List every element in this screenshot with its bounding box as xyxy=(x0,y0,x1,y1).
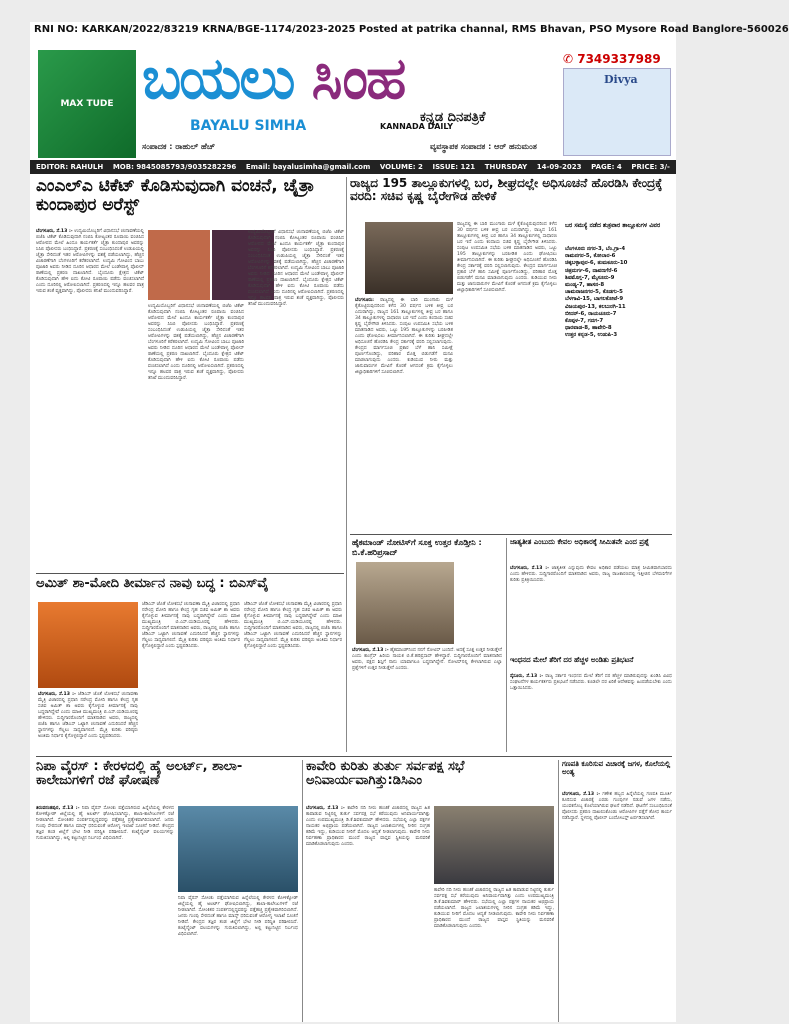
editor-kannada: ಸಂಪಾದಕ : ರಾಹುಲ್ ಹೆಚ್ xyxy=(142,142,215,151)
phone-icon: ✆ xyxy=(563,52,578,66)
info-page: PAGE: 4 xyxy=(591,163,622,171)
article-a7-body-col2: ನಿಪಾ ವೈರಸ್ ಸೋಂಕು ಪತ್ತೆಯಾಗಿರುವ ಹಿನ್ನೆಲೆಯಲ್ಲಿ ಕೇರಳದ ಕೋಳಿಕ್ಕೋಡ್ ಜಿಲ್ಲೆಯಲ್ಲಿ ಹೈ ಅಲರ್ಟ್ ಘೋಷಿಸಲಾಗಿದ್ದು, ಶಾಲಾ-ಕಾಲೇಜುಗಳಿಗೆ ರಜೆ ನೀಡಲಾಗಿದೆ. ಸೋಂಕಿತರ ಸಂಪರ್ಕದಲ್ಲಿದ್ದವರನ್ನು ಪತ್ತೆಹಚ್ಚಿ ಪ್ರತ್ಯೇಕವಾಗಿರಿಸಲಾಗಿದೆ. ಜನರು ಗುಂಪು ಸೇರದಂತೆ ಹಾಗೂ ಮಾಸ್ಕ್ ಧರಿಸುವಂತೆ ಆರೋಗ್ಯ ಇಲಾಖೆ ಸೂಚನೆ ನೀಡಿದೆ. ಕೇಂದ್ರದ ತಜ್ಞರ ತಂಡ ಜಿಲ್ಲೆಗೆ ಭೇಟಿ ನೀಡಿ ಪರಿಸ್ಥಿತಿ ಪರಿಶೀಲಿಸಿದೆ. ಕಂಟೈನ್ಮೆಂಟ್ ವಲಯಗಳನ್ನು ಗುರುತಿಸಲಾಗಿದ್ದು, ಅಲ್ಲಿ ಕಟ್ಟುನಿಟ್ಟಿನ ನಿರ್ಬಂಧ ವಿಧಿಸಲಾಗಿದೆ. xyxy=(178,896,298,937)
column-divider xyxy=(506,538,507,752)
article-a6-body xyxy=(510,674,672,752)
article-a3-text: ಜೆಡಿಎಸ್ ಜೊತೆ ಲೋಕಸಭೆ ಚುನಾವಣಾ ಮೈತ್ರಿ ವಿಚಾರದಲ್ಲಿ ಪ್ರಧಾನಿ ನರೇಂದ್ರ ಮೋದಿ ಹಾಗೂ ಕೇಂದ್ರ ಗೃಹ ಸಚಿವ ಅಮಿತ್ ಶಾ ಅವರು ಕೈಗೊಳ್ಳುವ ತೀರ್ಮಾನಕ್ಕೆ ನಾವು ಬದ್ಧರಾಗಿದ್ದೇವೆ ಎಂದು ಮಾಜಿ ಮುಖ್ಯಮಂತ್ರಿ ಬಿ.ಎಸ್.ಯಡಿಯೂರಪ್ಪ ಹೇಳಿದರು. ಸುದ್ದಿಗಾರರೊಂದಿಗೆ ಮಾತನಾಡಿದ ಅವರು, ರಾಜ್ಯದಲ್ಲಿ ಬಿಜೆಪಿ ಹಾಗೂ ಜೆಡಿಎಸ್ ಒಟ್ಟಾಗಿ ಚುನಾವಣೆ ಎದುರಿಸಿದರೆ ಹೆಚ್ಚಿನ ಸ್ಥಾನಗಳನ್ನು ಗೆಲ್ಲಲು ಸಾಧ್ಯವಾಗಲಿದೆ. ಮೈತ್ರಿ ಕುರಿತು ವರಿಷ್ಠರು ಅಂತಿಮ ನಿರ್ಧಾರ ಕೈಗೊಳ್ಳಲಿದ್ದಾರೆ ಎಂದು ಸ್ಪಷ್ಟಪಡಿಸಿದರು. xyxy=(38,692,138,739)
sidebar-item: ಚಿಕ್ಕಬಳ್ಳಾಪುರ-6, ತುಮಕೂರು-10 xyxy=(565,260,628,267)
article-a7-body xyxy=(36,806,174,1020)
registration-line: RNI NO: KARKAN/2022/83219 KRNA/BGE-1174/2023-2025 Posted at patrika channal, RMS Bhavan, PSO Mysore Road Banglore-560026 xyxy=(34,24,789,35)
column-divider xyxy=(346,177,347,752)
masthead-daily-label: KANNADA DAILY xyxy=(380,122,454,131)
masthead-title-part1: ಬಯಲು xyxy=(142,44,294,112)
info-volume: VOLUME: 2 xyxy=(379,163,423,171)
masthead-english-title: BAYALU SIMHA xyxy=(190,118,307,134)
sidebar-item: ಶಿವಮೊಗ್ಗ-7, ಮೈಸೂರು-9 xyxy=(565,274,615,281)
advertisement-right-brand: Divya xyxy=(604,73,638,86)
article-a8-byline: ಬೆಂಗಳೂರು, ಸೆ.13 :- xyxy=(306,806,345,811)
article-a2-body xyxy=(355,298,453,532)
info-price: PRICE: 3/- xyxy=(631,163,670,171)
article-a5-byline: ಬೆಂಗಳೂರು, ಸೆ.13 :- xyxy=(510,566,549,571)
article-a9-byline: ಬೆಂಗಳೂರು, ಸೆ.13 :- xyxy=(562,792,601,797)
photo-a3 xyxy=(38,602,138,688)
article-a4-byline: ಬೆಂಗಳೂರು, ಸೆ.13 :- xyxy=(352,648,389,653)
sidebar-item: ಉತ್ತರ ಕನ್ನಡ-5, ಉಡುಪಿ-3 xyxy=(565,332,618,339)
headline-a4: ಹೈಕಮಾಂಡ್ ನೋಟಿಸ್‌ಗೆ ಸೂಕ್ತ ಉತ್ತರ ಕೊಡ್ತೀನಿ : ಬಿ.ಕೆ.ಹರಿಪ್ರಸಾದ್ xyxy=(352,538,482,557)
sidebar-item: ಚಾಮರಾಜನಗರ-5, ಕೊಡಗು-5 xyxy=(565,289,623,296)
info-issue: ISSUE: 121 xyxy=(432,163,476,171)
headline-a6: ಇಂಧನದ ಮೇಲೆ ತೆರಿಗೆ ದರ ಹೆಚ್ಚಳ ಅಂಡಿತು ಪ್ರತಿಭಟನೆ xyxy=(510,656,634,664)
photo-a4 xyxy=(356,562,454,644)
photo-a2 xyxy=(365,222,453,294)
article-a7-text: ನಿಪಾ ವೈರಸ್ ಸೋಂಕು ಪತ್ತೆಯಾಗಿರುವ ಹಿನ್ನೆಲೆಯಲ್ಲಿ ಕೇರಳದ ಕೋಳಿಕ್ಕೋಡ್ ಜಿಲ್ಲೆಯಲ್ಲಿ ಹೈ ಅಲರ್ಟ್ ಘೋಷಿಸಲಾಗಿದ್ದು, ಶಾಲಾ-ಕಾಲೇಜುಗಳಿಗೆ ರಜೆ ನೀಡಲಾಗಿದೆ. ಸೋಂಕಿತರ ಸಂಪರ್ಕದಲ್ಲಿದ್ದವರನ್ನು ಪತ್ತೆಹಚ್ಚಿ ಪ್ರತ್ಯೇಕವಾಗಿರಿಸಲಾಗಿದೆ. ಜನರು ಗುಂಪು ಸೇರದಂತೆ ಹಾಗೂ ಮಾಸ್ಕ್ ಧರಿಸುವಂತೆ ಆರೋಗ್ಯ ಇಲಾಖೆ ಸೂಚನೆ ನೀಡಿದೆ. ಕೇಂದ್ರದ ತಜ್ಞರ ತಂಡ ಜಿಲ್ಲೆಗೆ ಭೇಟಿ ನೀಡಿ ಪರಿಸ್ಥಿತಿ ಪರಿಶೀಲಿಸಿದೆ. ಕಂಟೈನ್ಮೆಂಟ್ ವಲಯಗಳನ್ನು ಗುರುತಿಸಲಾಗಿದ್ದು, ಅಲ್ಲಿ ಕಟ್ಟುನಿಟ್ಟಿನ ನಿರ್ಬಂಧ ವಿಧಿಸಲಾಗಿದೆ. xyxy=(36,806,174,841)
article-a9-body xyxy=(562,792,672,1020)
headline-a7: ನಿಪಾ ವೈರಸ್ : ಕೇರಳದಲ್ಲಿ ಹೈ ಅಲರ್ಟ್, ಶಾಲಾ-ಕಾಲೇಜುಗಳಿಗೆ ರಜೆ ಘೋಷಣೆ xyxy=(36,759,243,789)
sidebar-title: ಬರ ಸಮಸ್ಯೆ ನಡೆದ ಶುಕ್ರವಾರ ತಾಲ್ಲೂಕುಗಳ ವಿವರ xyxy=(565,222,661,229)
article-a3-body xyxy=(38,692,138,752)
article-a4-body xyxy=(352,648,502,752)
article-a6-byline: ಸೈಸೂರು, ಸೆ.13 :- xyxy=(510,674,544,679)
article-a5-body xyxy=(510,566,672,652)
article-a2-byline: ಬೆಂಗಳೂರು: xyxy=(355,298,374,303)
headline-a2: ರಾಜ್ಯದ 195 ತಾಲ್ಲೂಕುಗಳಲ್ಲಿ ಬರ, ಶೀಘ್ರದಲ್ಲೇ ಅಧಿಸೂಚನೆ ಹೊರಡಿಸಿ ಕೇಂದ್ರಕ್ಕೆ ವರದಿ: ಸಚಿವ ಕೃಷ್ಣ ಬೈರೇಗೌಡ ಹೇಳಿಕೆ xyxy=(350,176,663,204)
masthead-title-part2: ಸಿಂಹ xyxy=(311,44,405,112)
article-a1-body-col2: ಉದ್ಯಮಿಯೊಬ್ಬರಿಗೆ ವಿಧಾನಸಭೆ ಚುನಾವಣೆಯಲ್ಲಿ ಬಿಜೆಪಿ ಟಿಕೆಟ್ ಕೊಡಿಸುವುದಾಗಿ ನಂಬಿಸಿ ಕೋಟ್ಯಂತರ ರೂಪಾಯಿ ವಂಚಿಸಿದ ಆರೋಪದ ಮೇಲೆ ಹಿಂದೂ ಕಾರ್ಯಕರ್ತೆ ಚೈತ್ರಾ ಕುಂದಾಪುರ ಅವರನ್ನು ಸಿಸಿಬಿ ಪೊಲೀಸರು ಬಂಧಿಸಿದ್ದಾರೆ. ಪ್ರಕರಣಕ್ಕೆ ಸಂಬಂಧಿಸಿದಂತೆ ಉಡುಪಿಯಲ್ಲಿ ಚೈತ್ರಾ ಸೇರಿದಂತೆ ಇತರ ಆರೋಪಿಗಳನ್ನು ವಶಕ್ಕೆ ಪಡೆಯಲಾಗಿದ್ದು, ಹೆಚ್ಚಿನ ವಿಚಾರಣೆಗಾಗಿ ಬೆಂಗಳೂರಿಗೆ ಕರೆತರಲಾಗಿದೆ. ಉದ್ಯಮಿ ಗೋವಿಂದ ಬಾಬು ಪೂಜಾರಿ ಅವರು ನೀಡಿದ ದೂರಿನ ಆಧಾರದ ಮೇಲೆ ಬಂಡೇಪಾಳ್ಯ ಪೊಲೀಸ್ ಠಾಣೆಯಲ್ಲಿ ಪ್ರಕರಣ ದಾಖಲಾಗಿದೆ. ಬೈಂದೂರು ಕ್ಷೇತ್ರದ ಟಿಕೆಟ್ ಕೊಡಿಸುವುದಾಗಿ ಹೇಳಿ ಐದು ಕೋಟಿ ರೂಪಾಯಿ ಪಡೆದು ವಂಚಿಸಲಾಗಿದೆ ಎಂದು ದೂರಿನಲ್ಲಿ ಆರೋಪಿಸಲಾಗಿದೆ. ಪ್ರಕರಣದಲ್ಲಿ ಇನ್ನೂ ಹಲವರ ಪಾತ್ರ ಇರುವ ಶಂಕೆ ವ್ಯಕ್ತವಾಗಿದ್ದು, ಪೊಲೀಸರು ತನಿಖೆ ಮುಂದುವರಿಸಿದ್ದಾರೆ. xyxy=(148,304,244,381)
section-divider xyxy=(350,534,672,535)
article-a2-body-col2: ರಾಜ್ಯದಲ್ಲಿ ಈ ಬಾರಿ ಮುಂಗಾರು ಮಳೆ ಕೈಕೊಟ್ಟಿರುವುದರಿಂದ ಕಳೆದ 30 ವರ್ಷದ ಬಳಿಕ ತೀವ್ರ ಬರ ಎದುರಾಗಿದ್ದು, ರಾಜ್ಯದ 161 ತಾಲ್ಲೂಕುಗಳಲ್ಲಿ ತೀವ್ರ ಬರ ಹಾಗೂ 34 ತಾಲ್ಲೂಕುಗಳಲ್ಲಿ ಸಾಧಾರಣ ಬರ ಇದೆ ಎಂದು ಕಂದಾಯ ಸಚಿವ ಕೃಷ್ಣ ಬೈರೇಗೌಡ ತಿಳಿಸಿದರು. ಸಂಪುಟ ಉಪಸಮಿತಿ ಸಭೆಯ ಬಳಿಕ ಮಾತನಾಡಿದ ಅವರು, ಒಟ್ಟು 195 ತಾಲ್ಲೂಕುಗಳನ್ನು ಬರಪೀಡಿತ ಎಂದು ಘೋಷಿಸಲು ತೀರ್ಮಾನಿಸಲಾಗಿದೆ. ಈ ಕುರಿತು ಶೀಘ್ರದಲ್ಲೇ ಅಧಿಸೂಚನೆ ಹೊರಡಿಸಿ ಕೇಂದ್ರ ಸರ್ಕಾರಕ್ಕೆ ವರದಿ ಸಲ್ಲಿಸಲಾಗುವುದು. ಕೇಂದ್ರದ ಮಾರ್ಗಸೂಚಿ ಪ್ರಕಾರ ಬೆಳೆ ಹಾನಿ ಸಮೀಕ್ಷೆ ಪೂರ್ಣಗೊಂಡಿದ್ದು, ಪರಿಹಾರ ಮೊತ್ತ ಬಿಡುಗಡೆಗೆ ಮನವಿ ಮಾಡಲಾಗುವುದು ಎಂದರು. ಕುಡಿಯುವ ನೀರು ಮತ್ತು ಜಾನುವಾರುಗಳ ಮೇವಿಗೆ ಕೊರತೆ ಆಗದಂತೆ ಕ್ರಮ ಕೈಗೊಳ್ಳಲು ಜಿಲ್ಲಾಧಿಕಾರಿಗಳಿಗೆ ಸೂಚಿಸಲಾಗಿದೆ. xyxy=(457,222,557,293)
info-mobile: MOB: 9845085793/9035282296 xyxy=(112,163,237,171)
sidebar-item: ಮಂಡ್ಯ-7, ಹಾಸನ-8 xyxy=(565,282,605,289)
sidebar-item: ಕೊಪ್ಪಳ-7, ಗದಗ-7 xyxy=(565,318,604,325)
photo-a8 xyxy=(434,806,554,884)
photo-a1-left xyxy=(148,230,210,300)
article-a1-body xyxy=(36,229,144,569)
article-a3-body-col3: ಜೆಡಿಎಸ್ ಜೊತೆ ಲೋಕಸಭೆ ಚುನಾವಣಾ ಮೈತ್ರಿ ವಿಚಾರದಲ್ಲಿ ಪ್ರಧಾನಿ ನರೇಂದ್ರ ಮೋದಿ ಹಾಗೂ ಕೇಂದ್ರ ಗೃಹ ಸಚಿವ ಅಮಿತ್ ಶಾ ಅವರು ಕೈಗೊಳ್ಳುವ ತೀರ್ಮಾನಕ್ಕೆ ನಾವು ಬದ್ಧರಾಗಿದ್ದೇವೆ ಎಂದು ಮಾಜಿ ಮುಖ್ಯಮಂತ್ರಿ ಬಿ.ಎಸ್.ಯಡಿಯೂರಪ್ಪ ಹೇಳಿದರು. ಸುದ್ದಿಗಾರರೊಂದಿಗೆ ಮಾತನಾಡಿದ ಅವರು, ರಾಜ್ಯದಲ್ಲಿ ಬಿಜೆಪಿ ಹಾಗೂ ಜೆಡಿಎಸ್ ಒಟ್ಟಾಗಿ ಚುನಾವಣೆ ಎದುರಿಸಿದರೆ ಹೆಚ್ಚಿನ ಸ್ಥಾನಗಳನ್ನು ಗೆಲ್ಲಲು ಸಾಧ್ಯವಾಗಲಿದೆ. ಮೈತ್ರಿ ಕುರಿತು ವರಿಷ್ಠರು ಅಂತಿಮ ನಿರ್ಧಾರ ಕೈಗೊಳ್ಳಲಿದ್ದಾರೆ ಎಂದು ಸ್ಪಷ್ಟಪಡಿಸಿದರು. xyxy=(244,602,342,649)
article-a2-text: ರಾಜ್ಯದಲ್ಲಿ ಈ ಬಾರಿ ಮುಂಗಾರು ಮಳೆ ಕೈಕೊಟ್ಟಿರುವುದರಿಂದ ಕಳೆದ 30 ವರ್ಷದ ಬಳಿಕ ತೀವ್ರ ಬರ ಎದುರಾಗಿದ್ದು, ರಾಜ್ಯದ 161 ತಾಲ್ಲೂಕುಗಳಲ್ಲಿ ತೀವ್ರ ಬರ ಹಾಗೂ 34 ತಾಲ್ಲೂಕುಗಳಲ್ಲಿ ಸಾಧಾರಣ ಬರ ಇದೆ ಎಂದು ಕಂದಾಯ ಸಚಿವ ಕೃಷ್ಣ ಬೈರೇಗೌಡ ತಿಳಿಸಿದರು. ಸಂಪುಟ ಉಪಸಮಿತಿ ಸಭೆಯ ಬಳಿಕ ಮಾತನಾಡಿದ ಅವರು, ಒಟ್ಟು 195 ತಾಲ್ಲೂಕುಗಳನ್ನು ಬರಪೀಡಿತ ಎಂದು ಘೋಷಿಸಲು ತೀರ್ಮಾನಿಸಲಾಗಿದೆ. ಈ ಕುರಿತು ಶೀಘ್ರದಲ್ಲೇ ಅಧಿಸೂಚನೆ ಹೊರಡಿಸಿ ಕೇಂದ್ರ ಸರ್ಕಾರಕ್ಕೆ ವರದಿ ಸಲ್ಲಿಸಲಾಗುವುದು. ಕೇಂದ್ರದ ಮಾರ್ಗಸೂಚಿ ಪ್ರಕಾರ ಬೆಳೆ ಹಾನಿ ಸಮೀಕ್ಷೆ ಪೂರ್ಣಗೊಂಡಿದ್ದು, ಪರಿಹಾರ ಮೊತ್ತ ಬಿಡುಗಡೆಗೆ ಮನವಿ ಮಾಡಲಾಗುವುದು ಎಂದರು. ಕುಡಿಯುವ ನೀರು ಮತ್ತು ಜಾನುವಾರುಗಳ ಮೇವಿಗೆ ಕೊರತೆ ಆಗದಂತೆ ಕ್ರಮ ಕೈಗೊಳ್ಳಲು ಜಿಲ್ಲಾಧಿಕಾರಿಗಳಿಗೆ ಸೂಚಿಸಲಾಗಿದೆ. xyxy=(355,298,453,375)
advertisement-left xyxy=(38,50,136,158)
article-a4-text: ಹೈಕಮಾಂಡ್‌ನಿಂದ ನನಗೆ ನೋಟಿಸ್ ಬಂದಿದೆ. ಅದಕ್ಕೆ ಸೂಕ್ತ ಉತ್ತರ ನೀಡುತ್ತೇನೆ ಎಂದು ಕಾಂಗ್ರೆಸ್ ಹಿರಿಯ ನಾಯಕ ಬಿ.ಕೆ.ಹರಿಪ್ರಸಾದ್ ಹೇಳಿದ್ದಾರೆ. ಸುದ್ದಿಗಾರರೊಂದಿಗೆ ಮಾತನಾಡಿದ ಅವರು, ಪಕ್ಷದ ಶಿಸ್ತಿಗೆ ನಾನು ಯಾವಾಗಲೂ ಬದ್ಧನಾಗಿದ್ದೇನೆ. ನೋಟಿಸ್‌ನಲ್ಲಿ ಕೇಳಲಾಗಿರುವ ಎಲ್ಲಾ ಪ್ರಶ್ನೆಗಳಿಗೆ ಉತ್ತರ ನೀಡುತ್ತೇನೆ ಎಂದರು. xyxy=(352,648,502,671)
section-divider xyxy=(36,756,672,757)
sidebar-item: ಧಾರವಾಡ-8, ಹಾವೇರಿ-8 xyxy=(565,325,612,332)
article-a9-text: ಗಣೇಶ ಹಬ್ಬದ ಹಿನ್ನೆಲೆಯಲ್ಲಿ ಗಣಪತಿ ಮೂರ್ತಿ ಕೂರಿಸುವ ವಿಚಾರಕ್ಕೆ ಎರಡು ಗುಂಪುಗಳ ನಡುವೆ ಜಗಳ ನಡೆದು, ಯುವಕನೊಬ್ಬ ಕೊಲೆಯಾಗಿರುವ ಘಟನೆ ನಡೆದಿದೆ. ಘಟನೆಗೆ ಸಂಬಂಧಿಸಿದಂತೆ ಪೊಲೀಸರು ಪ್ರಕರಣ ದಾಖಲಿಸಿಕೊಂಡು ಆರೋಪಿಗಳ ಪತ್ತೆಗೆ ಶೋಧ ಕಾರ್ಯ ನಡೆಸಿದ್ದಾರೆ. ಸ್ಥಳದಲ್ಲಿ ಪೊಲೀಸ್ ಬಂದೋಬಸ್ತ್ ಏರ್ಪಡಿಸಲಾಗಿದೆ. xyxy=(562,792,672,821)
info-editor: EDITOR: RAHULH xyxy=(36,163,104,171)
headline-a1: ಎಂಎಲ್‌ಎ ಟಿಕೆಟ್ ಕೊಡಿಸುವುದಾಗಿ ವಂಚನೆ, ಚೈತ್ರಾ ಕುಂದಾಪುರ ಅರೆಸ್ಟ್ xyxy=(36,176,315,215)
sidebar-item: ಬೆಳಗಾವಿ-15, ಬಾಗಲಕೋಟೆ-9 xyxy=(565,296,624,303)
article-a5-text: ಜಾತ್ಯತೀತ ಎನ್ನುವುದು ಕೇವಲ ಅಧಿಕಾರ ಪಡೆಯಲು ಮಾತ್ರ ಸೀಮಿತವಾಗಬಾರದು ಎಂದು ಹೇಳಿದರು. ಸುದ್ದಿಗಾರರೊಂದಿಗೆ ಮಾತನಾಡಿದ ಅವರು, ರಾಜ್ಯ ರಾಜಕಾರಣದಲ್ಲಿ ಇತ್ತೀಚಿನ ಬೆಳವಣಿಗೆಗಳ ಕುರಿತು ಪ್ರತಿಕ್ರಿಯಿಸಿದರು. xyxy=(510,566,673,583)
advertisement-brand: MAX TUDE xyxy=(60,99,114,109)
info-bar xyxy=(30,160,676,174)
section-divider xyxy=(36,573,344,574)
sidebar-item: ಬೀದರ್-6, ರಾಯಚೂರು-7 xyxy=(565,310,617,317)
headline-a3: ಅಮಿತ್ ಶಾ-ಮೋದಿ ತೀರ್ಮಾನ ನಾವು ಬದ್ಧ : ಬಿಎಸ್‌ವೈ xyxy=(36,576,269,591)
article-a1-body-col3: ಉದ್ಯಮಿಯೊಬ್ಬರಿಗೆ ವಿಧಾನಸಭೆ ಚುನಾವಣೆಯಲ್ಲಿ ಬಿಜೆಪಿ ಟಿಕೆಟ್ ಕೊಡಿಸುವುದಾಗಿ ನಂಬಿಸಿ ಕೋಟ್ಯಂತರ ರೂಪಾಯಿ ವಂಚಿಸಿದ ಆರೋಪದ ಮೇಲೆ ಹಿಂದೂ ಕಾರ್ಯಕರ್ತೆ ಚೈತ್ರಾ ಕುಂದಾಪುರ ಅವರನ್ನು ಸಿಸಿಬಿ ಪೊಲೀಸರು ಬಂಧಿಸಿದ್ದಾರೆ. ಪ್ರಕರಣಕ್ಕೆ ಸಂಬಂಧಿಸಿದಂತೆ ಉಡುಪಿಯಲ್ಲಿ ಚೈತ್ರಾ ಸೇರಿದಂತೆ ಇತರ ಆರೋಪಿಗಳನ್ನು ವಶಕ್ಕೆ ಪಡೆಯಲಾಗಿದ್ದು, ಹೆಚ್ಚಿನ ವಿಚಾರಣೆಗಾಗಿ ಬೆಂಗಳೂರಿಗೆ ಕರೆತರಲಾಗಿದೆ. ಉದ್ಯಮಿ ಗೋವಿಂದ ಬಾಬು ಪೂಜಾರಿ ಅವರು ನೀಡಿದ ದೂರಿನ ಆಧಾರದ ಮೇಲೆ ಬಂಡೇಪಾಳ್ಯ ಪೊಲೀಸ್ ಠಾಣೆಯಲ್ಲಿ ಪ್ರಕರಣ ದಾಖಲಾಗಿದೆ. ಬೈಂದೂರು ಕ್ಷೇತ್ರದ ಟಿಕೆಟ್ ಕೊಡಿಸುವುದಾಗಿ ಹೇಳಿ ಐದು ಕೋಟಿ ರೂಪಾಯಿ ಪಡೆದು ವಂಚಿಸಲಾಗಿದೆ ಎಂದು ದೂರಿನಲ್ಲಿ ಆರೋಪಿಸಲಾಗಿದೆ. ಪ್ರಕರಣದಲ್ಲಿ ಇನ್ನೂ ಹಲವರ ಪಾತ್ರ ಇರುವ ಶಂಕೆ ವ್ಯಕ್ತವಾಗಿದ್ದು, ಪೊಲೀಸರು ತನಿಖೆ ಮುಂದುವರಿಸಿದ್ದಾರೆ. xyxy=(248,230,344,307)
article-a6-text: ರಾಜ್ಯ ಸರ್ಕಾರ ಇಂಧನದ ಮೇಲೆ ತೆರಿಗೆ ದರ ಹೆಚ್ಚಳ ಮಾಡಿರುವುದನ್ನು ಖಂಡಿಸಿ ವಿವಿಧ ಸಂಘಟನೆಗಳ ಕಾರ್ಯಕರ್ತರು ಪ್ರತಿಭಟನೆ ನಡೆಸಿದರು. ಕೂಡಲೇ ದರ ಏರಿಕೆ ಆದೇಶವನ್ನು ಹಿಂಪಡೆಯಬೇಕು ಎಂದು ಒತ್ತಾಯಿಸಿದರು. xyxy=(510,674,673,691)
headline-a8: ಕಾವೇರಿ ಕುರಿತು ತುರ್ತು ಸರ್ವಪಕ್ಷ ಸಭೆ ಅನಿವಾರ್ಯವಾಗಿತ್ತು:ಡಿಸಿಎಂ xyxy=(306,759,465,789)
article-a3-byline: ಬೆಂಗಳೂರು, ಸೆ.13 :- xyxy=(38,692,76,697)
sidebar-item: ಬೆಂಗಳೂರು ನಗರ-3, ಬೆಂ.ಗ್ರಾ-4 xyxy=(565,246,626,252)
info-email: Email: bayalusimha@gmail.com xyxy=(245,163,371,171)
newspaper-page xyxy=(30,22,789,1022)
photo-a7 xyxy=(178,806,298,892)
article-a3-body-col2: ಜೆಡಿಎಸ್ ಜೊತೆ ಲೋಕಸಭೆ ಚುನಾವಣಾ ಮೈತ್ರಿ ವಿಚಾರದಲ್ಲಿ ಪ್ರಧಾನಿ ನರೇಂದ್ರ ಮೋದಿ ಹಾಗೂ ಕೇಂದ್ರ ಗೃಹ ಸಚಿವ ಅಮಿತ್ ಶಾ ಅವರು ಕೈಗೊಳ್ಳುವ ತೀರ್ಮಾನಕ್ಕೆ ನಾವು ಬದ್ಧರಾಗಿದ್ದೇವೆ ಎಂದು ಮಾಜಿ ಮುಖ್ಯಮಂತ್ರಿ ಬಿ.ಎಸ್.ಯಡಿಯೂರಪ್ಪ ಹೇಳಿದರು. ಸುದ್ದಿಗಾರರೊಂದಿಗೆ ಮಾತನಾಡಿದ ಅವರು, ರಾಜ್ಯದಲ್ಲಿ ಬಿಜೆಪಿ ಹಾಗೂ ಜೆಡಿಎಸ್ ಒಟ್ಟಾಗಿ ಚುನಾವಣೆ ಎದುರಿಸಿದರೆ ಹೆಚ್ಚಿನ ಸ್ಥಾನಗಳನ್ನು ಗೆಲ್ಲಲು ಸಾಧ್ಯವಾಗಲಿದೆ. ಮೈತ್ರಿ ಕುರಿತು ವರಿಷ್ಠರು ಅಂತಿಮ ನಿರ್ಧಾರ ಕೈಗೊಳ್ಳಲಿದ್ದಾರೆ ಎಂದು ಸ್ಪಷ್ಟಪಡಿಸಿದರು. xyxy=(142,602,240,649)
article-a8-text: ಕಾವೇರಿ ನದಿ ನೀರು ಹಂಚಿಕೆ ವಿಚಾರದಲ್ಲಿ ರಾಜ್ಯದ ಹಿತ ಕಾಪಾಡುವ ನಿಟ್ಟಿನಲ್ಲಿ ತುರ್ತು ಸರ್ವಪಕ್ಷ ಸಭೆ ಕರೆಯುವುದು ಅನಿವಾರ್ಯವಾಗಿತ್ತು ಎಂದು ಉಪಮುಖ್ಯಮಂತ್ರಿ ಡಿ.ಕೆ.ಶಿವಕುಮಾರ್ ಹೇಳಿದರು. ಸಭೆಯಲ್ಲಿ ಎಲ್ಲಾ ಪಕ್ಷಗಳ ನಾಯಕರ ಅಭಿಪ್ರಾಯ ಪಡೆಯಲಾಗಿದೆ. ರಾಜ್ಯದ ಜಲಾಶಯಗಳಲ್ಲಿ ನೀರಿನ ಸಂಗ್ರಹ ಕಡಿಮೆ ಇದ್ದು, ಕುಡಿಯುವ ನೀರಿಗೆ ಮೊದಲ ಆದ್ಯತೆ ನೀಡಲಾಗುವುದು. ಕಾವೇರಿ ನೀರು ನಿರ್ವಹಣಾ ಪ್ರಾಧಿಕಾರದ ಮುಂದೆ ರಾಜ್ಯದ ವಾಸ್ತವ ಸ್ಥಿತಿಯನ್ನು ಮನವರಿಕೆ ಮಾಡಿಕೊಡಲಾಗುವುದು ಎಂದರು. xyxy=(306,806,431,847)
article-a1-text: ಉದ್ಯಮಿಯೊಬ್ಬರಿಗೆ ವಿಧಾನಸಭೆ ಚುನಾವಣೆಯಲ್ಲಿ ಬಿಜೆಪಿ ಟಿಕೆಟ್ ಕೊಡಿಸುವುದಾಗಿ ನಂಬಿಸಿ ಕೋಟ್ಯಂತರ ರೂಪಾಯಿ ವಂಚಿಸಿದ ಆರೋಪದ ಮೇಲೆ ಹಿಂದೂ ಕಾರ್ಯಕರ್ತೆ ಚೈತ್ರಾ ಕುಂದಾಪುರ ಅವರನ್ನು ಸಿಸಿಬಿ ಪೊಲೀಸರು ಬಂಧಿಸಿದ್ದಾರೆ. ಪ್ರಕರಣಕ್ಕೆ ಸಂಬಂಧಿಸಿದಂತೆ ಉಡುಪಿಯಲ್ಲಿ ಚೈತ್ರಾ ಸೇರಿದಂತೆ ಇತರ ಆರೋಪಿಗಳನ್ನು ವಶಕ್ಕೆ ಪಡೆಯಲಾಗಿದ್ದು, ಹೆಚ್ಚಿನ ವಿಚಾರಣೆಗಾಗಿ ಬೆಂಗಳೂರಿಗೆ ಕರೆತರಲಾಗಿದೆ. ಉದ್ಯಮಿ ಗೋವಿಂದ ಬಾಬು ಪೂಜಾರಿ ಅವರು ನೀಡಿದ ದೂರಿನ ಆಧಾರದ ಮೇಲೆ ಬಂಡೇಪಾಳ್ಯ ಪೊಲೀಸ್ ಠಾಣೆಯಲ್ಲಿ ಪ್ರಕರಣ ದಾಖಲಾಗಿದೆ. ಬೈಂದೂರು ಕ್ಷೇತ್ರದ ಟಿಕೆಟ್ ಕೊಡಿಸುವುದಾಗಿ ಹೇಳಿ ಐದು ಕೋಟಿ ರೂಪಾಯಿ ಪಡೆದು ವಂಚಿಸಲಾಗಿದೆ ಎಂದು ದೂರಿನಲ್ಲಿ ಆರೋಪಿಸಲಾಗಿದೆ. ಪ್ರಕರಣದಲ್ಲಿ ಇನ್ನೂ ಹಲವರ ಪಾತ್ರ ಇರುವ ಶಂಕೆ ವ್ಯಕ್ತವಾಗಿದ್ದು, ಪೊಲೀಸರು ತನಿಖೆ ಮುಂದುವರಿಸಿದ್ದಾರೆ. xyxy=(36,229,145,294)
column-divider xyxy=(558,760,559,1022)
masthead-kannada-daily: ಕನ್ನಡ ದಿನಪತ್ರಿಕೆ xyxy=(420,110,486,125)
headline-a9: ಗಣಪತಿ ಕೂರಿಸುವ ವಿಚಾರಕ್ಕೆ ಜಗಳ, ಕೊಲೆಯಲ್ಲಿ ಅಂತ್ಯ xyxy=(562,760,671,777)
sidebar-item: ರಾಮನಗರ-5, ಕೋಲಾರ-6 xyxy=(565,253,616,260)
sidebar-item: ಚಿತ್ರದುರ್ಗ-6, ದಾವಣಗೆರೆ-6 xyxy=(565,267,618,274)
sidebar-list xyxy=(565,246,673,532)
article-a8-body xyxy=(306,806,430,1020)
sidebar-item: ವಿಜಯಪುರ-13, ಕಲಬುರಗಿ-11 xyxy=(565,303,626,310)
article-a1-byline: ಬೆಂಗಳೂರು, ಸೆ.13 :- xyxy=(36,229,73,234)
executive-editor-kannada: ವ್ಯವಸ್ಥಾಪಕ ಸಂಪಾದಕ : ಆರ್ ಹನುಮಂತ xyxy=(430,142,537,151)
article-a8-body-col2: ಕಾವೇರಿ ನದಿ ನೀರು ಹಂಚಿಕೆ ವಿಚಾರದಲ್ಲಿ ರಾಜ್ಯದ ಹಿತ ಕಾಪಾಡುವ ನಿಟ್ಟಿನಲ್ಲಿ ತುರ್ತು ಸರ್ವಪಕ್ಷ ಸಭೆ ಕರೆಯುವುದು ಅನಿವಾರ್ಯವಾಗಿತ್ತು ಎಂದು ಉಪಮುಖ್ಯಮಂತ್ರಿ ಡಿ.ಕೆ.ಶಿವಕುಮಾರ್ ಹೇಳಿದರು. ಸಭೆಯಲ್ಲಿ ಎಲ್ಲಾ ಪಕ್ಷಗಳ ನಾಯಕರ ಅಭಿಪ್ರಾಯ ಪಡೆಯಲಾಗಿದೆ. ರಾಜ್ಯದ ಜಲಾಶಯಗಳಲ್ಲಿ ನೀರಿನ ಸಂಗ್ರಹ ಕಡಿಮೆ ಇದ್ದು, ಕುಡಿಯುವ ನೀರಿಗೆ ಮೊದಲ ಆದ್ಯತೆ ನೀಡಲಾಗುವುದು. ಕಾವೇರಿ ನೀರು ನಿರ್ವಹಣಾ ಪ್ರಾಧಿಕಾರದ ಮುಂದೆ ರಾಜ್ಯದ ವಾಸ್ತವ ಸ್ಥಿತಿಯನ್ನು ಮನವರಿಕೆ ಮಾಡಿಕೊಡಲಾಗುವುದು ಎಂದರು. xyxy=(434,888,554,929)
advertisement-phone: ✆ 7349337989 xyxy=(563,52,661,66)
masthead-title xyxy=(142,44,404,113)
advertisement-right xyxy=(563,68,671,156)
info-date: 14-09-2023 xyxy=(536,163,582,171)
info-day: THURSDAY xyxy=(484,163,528,171)
headline-a5: ಜಾತ್ಯತೀತ ಎಂಬುದು ಕೇವಲ ಅಧಿಕಾರಕ್ಕೆ ಸೀಮಿತವೇ ಎಂದ ಪ್ರಶ್ನೆ xyxy=(510,538,650,546)
article-a7-byline: ತಿರುವನಂತಪುರ, ಸೆ.13 :- xyxy=(36,806,80,811)
column-divider xyxy=(302,760,303,1022)
